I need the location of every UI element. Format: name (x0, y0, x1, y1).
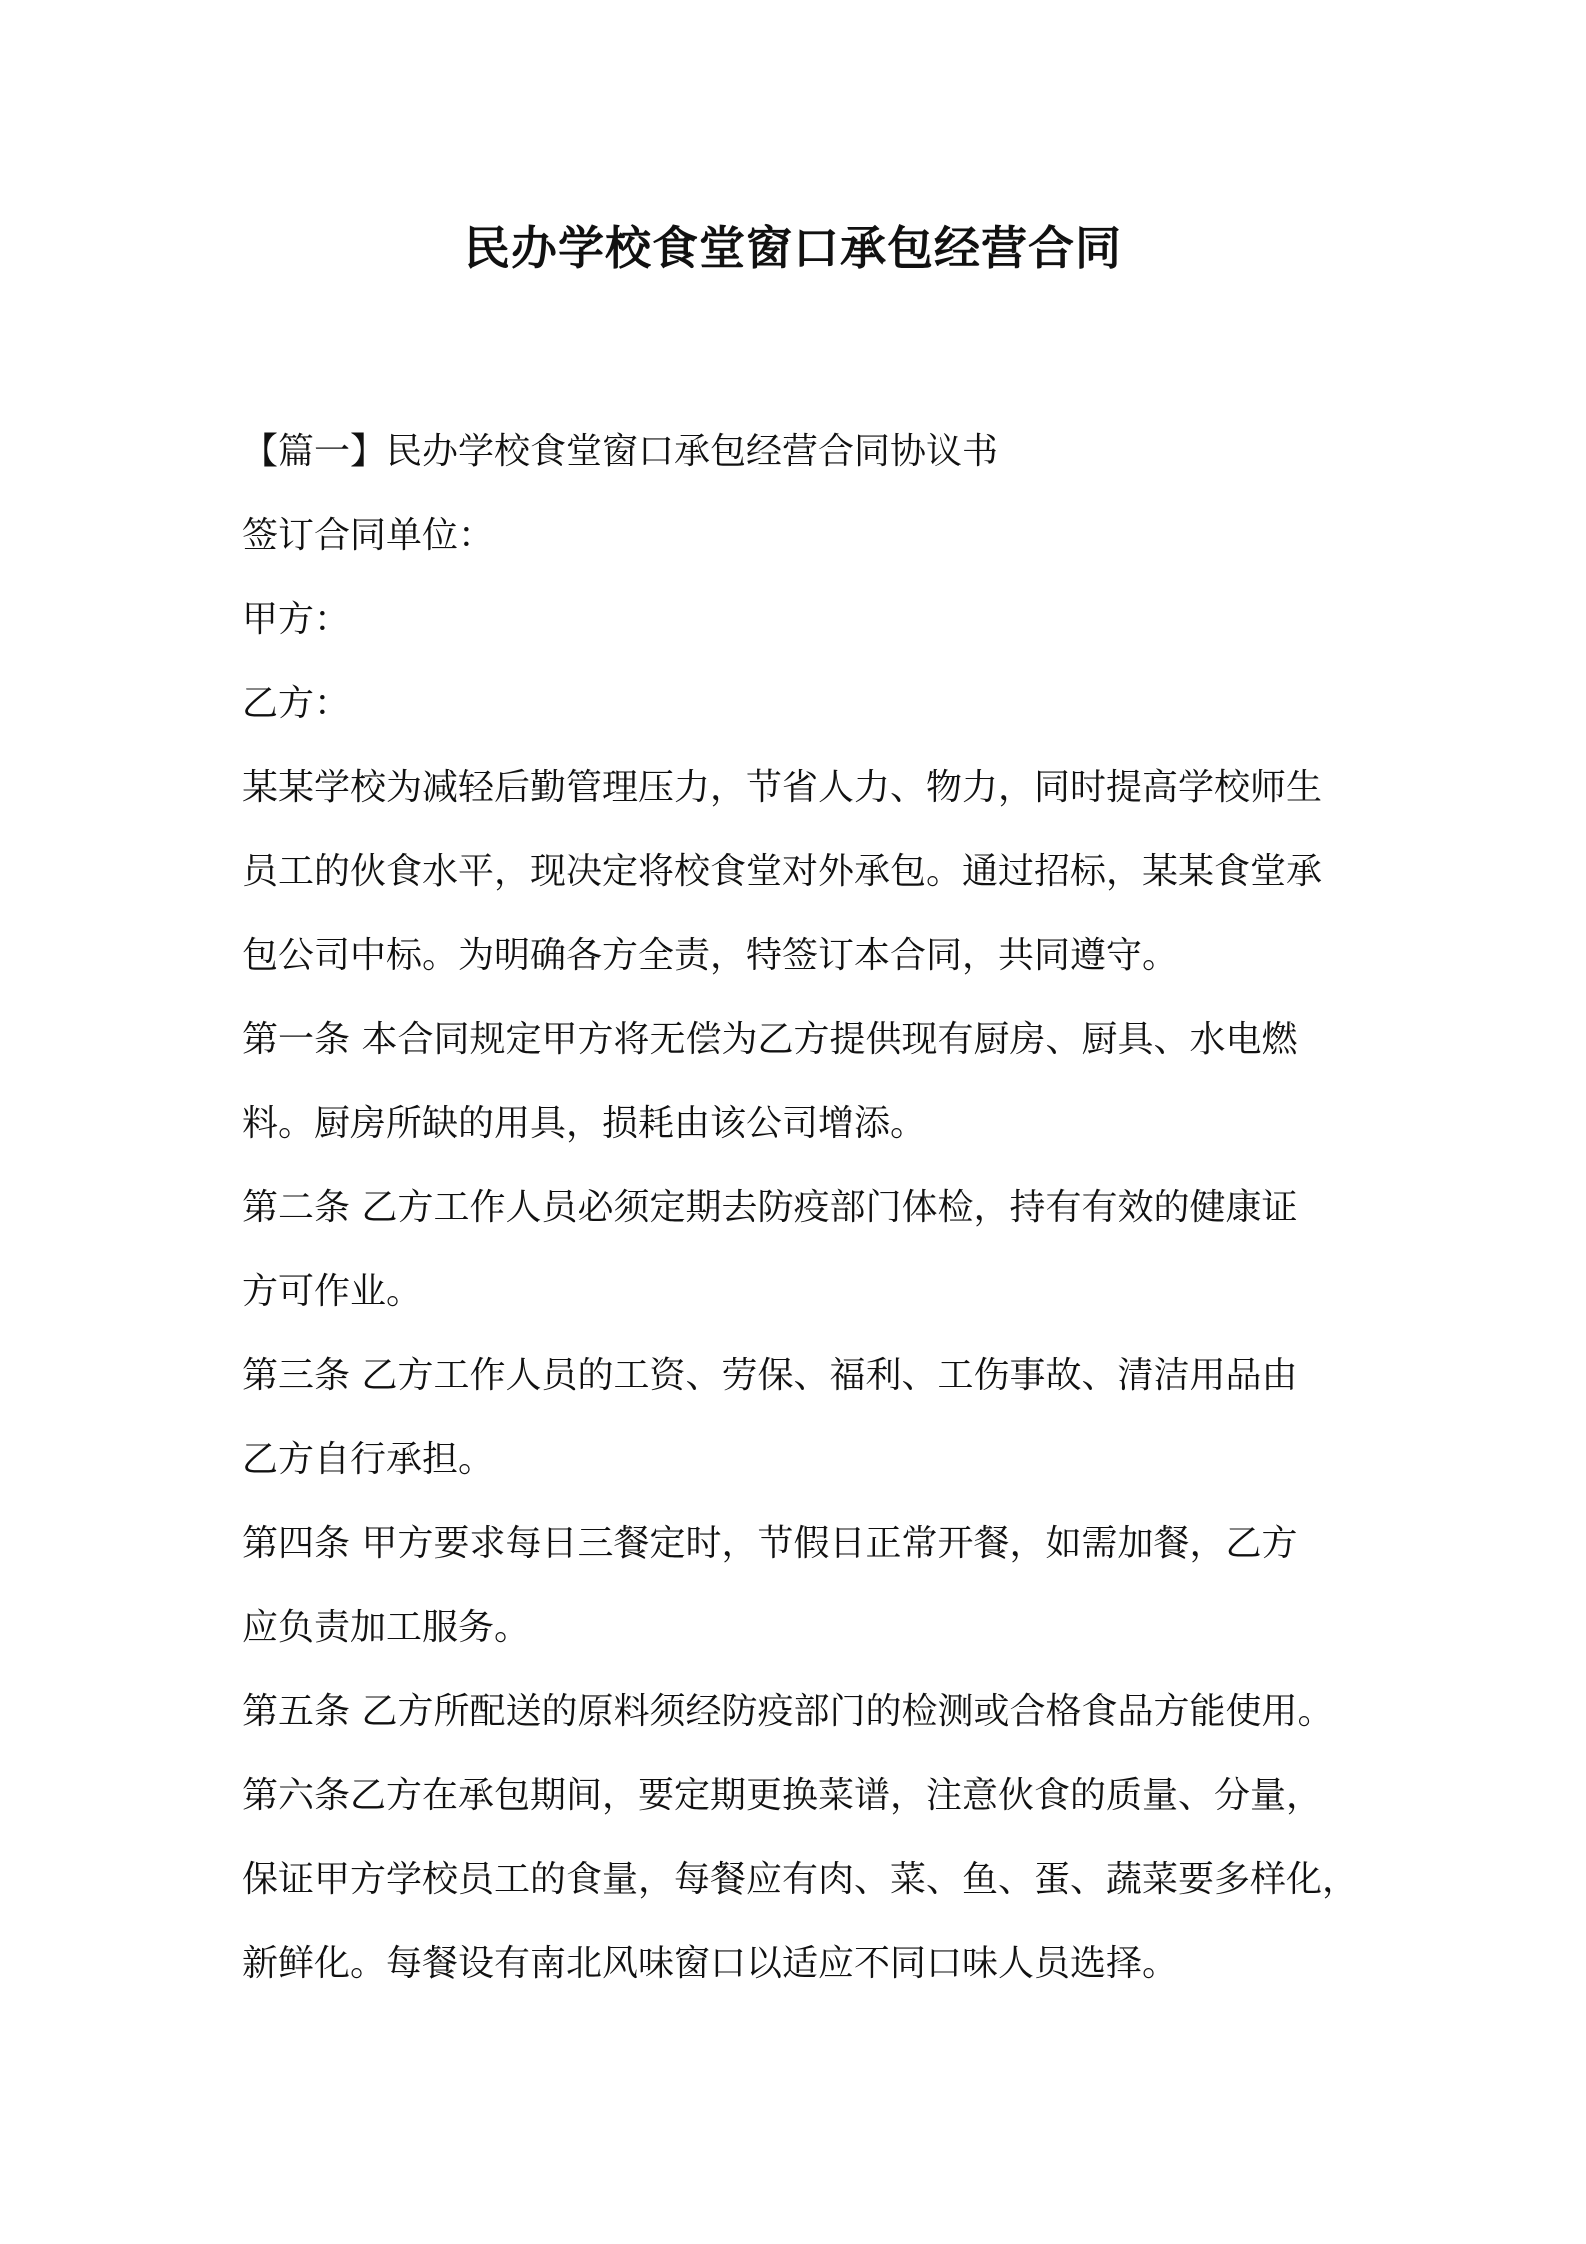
article-4-line: 第四条 甲方要求每日三餐定时，节假日正常开餐，如需加餐，乙方 (242, 1523, 1298, 1564)
article-3-line: 乙方自行承担。 (242, 1439, 495, 1480)
preamble-line: 某某学校为减轻后勤管理压力，节省人力、物力，同时提高学校师生 (242, 767, 1323, 808)
article-6-line: 新鲜化。每餐设有南北风味窗口以适应不同口味人员选择。 (242, 1943, 1179, 1984)
article-4-line: 应负责加工服务。 (242, 1607, 531, 1648)
article-6-line: 第六条乙方在承包期间，要定期更换菜谱，注意伙食的质量、分量， (242, 1775, 1323, 1816)
article-1-line: 第一条 本合同规定甲方将无偿为乙方提供现有厨房、厨具、水电燃 (242, 1019, 1298, 1060)
document-title: 民办学校食堂窗口承包经营合同 (464, 221, 1122, 275)
section-heading: 【篇一】民办学校食堂窗口承包经营合同协议书 (242, 431, 999, 472)
article-2-line: 方可作业。 (242, 1271, 423, 1312)
article-2-line: 第二条 乙方工作人员必须定期去防疫部门体检，持有有效的健康证 (242, 1187, 1298, 1228)
preamble-line: 员工的伙食水平，现决定将校食堂对外承包。通过招标，某某食堂承 (242, 851, 1323, 892)
preamble-line: 包公司中标。为明确各方全责，特签订本合同，共同遵守。 (242, 935, 1179, 976)
contract-parties-label: 签订合同单位： (242, 515, 495, 556)
party-b-label: 乙方： (242, 683, 351, 724)
article-3-line: 第三条 乙方工作人员的工资、劳保、福利、工伤事故、清洁用品由 (242, 1355, 1298, 1396)
party-a-label: 甲方： (242, 599, 351, 640)
article-6-line: 保证甲方学校员工的食量，每餐应有肉、菜、鱼、蛋、蔬菜要多样化， (242, 1859, 1359, 1900)
document-body (242, 410, 1372, 2006)
article-5-line: 第五条 乙方所配送的原料须经防疫部门的检测或合格食品方能使用。 (242, 1691, 1334, 1732)
article-1-line: 料。厨房所缺的用具，损耗由该公司增添。 (242, 1103, 927, 1144)
